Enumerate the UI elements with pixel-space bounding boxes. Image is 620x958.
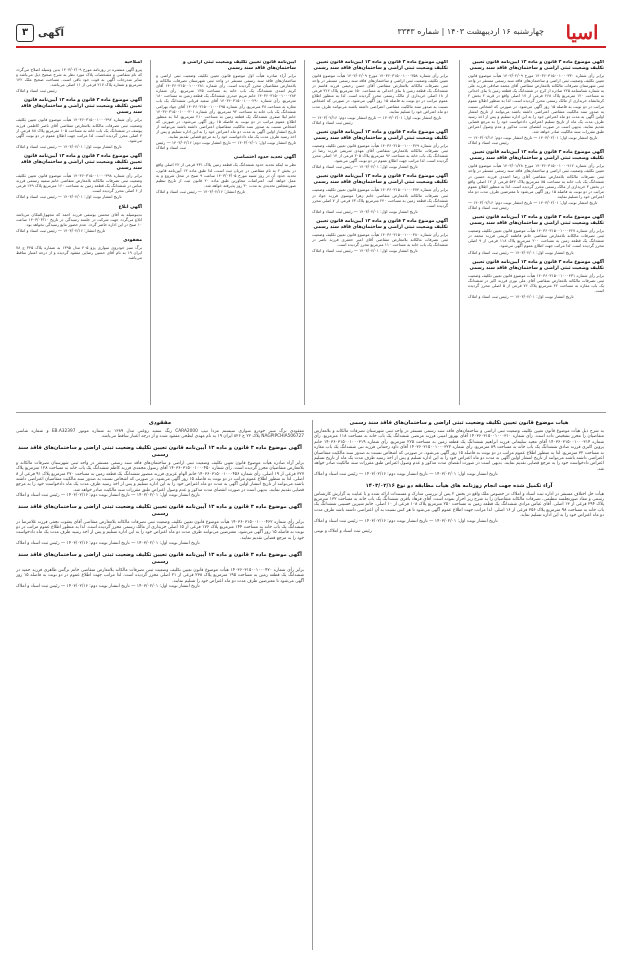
issue-dateline: چهارشنبه ۱۶ اردیبهشت ۱۴۰۳ | شماره ۳۳۴۳ xyxy=(397,27,544,36)
notice-body: برابر رأی شماره ۱۴۰۳۶۰۳۱۵۰۰۱۰۰۰۳۶۹ هیأت موضوع قانون تعیین تکلیف وضعیت ثبتی تصرفات مالکانه بلامعارض متقاضی آقای مهدی شریفی فرزند رضا در ششدانگ یک باب خانه به مساحت ۹۶ مترمربع پلاک ۲۰۵ فرعی از ۱۴ اصلی محرز گردیده است. لذا مراتب جهت اطلاع عموم در دو نوبت آگهی می‌شود. xyxy=(312,142,448,164)
notice-body: برابر رأی شماره ۱۴۰۳۶۰۳۱۵۰۰۱۰۰۰۳۳۰ مورخ ۱۴۰۳/۰۲/۰۹ هیأت موضوع قانون تعیین تکلیف وضعیت ثبتی اراضی و ساختمان‌های فاقد سند رسمی مستقر در واحد ثبتی شهرستان تصرفات مالکانه بلامعارض متقاضی آقای محمد صادقی فرزند علی به شماره شناسنامه ۲۲۵ صادره از کرج در ششدانگ یک قطعه زمین با بنای احداثی به مساحت ۱۲۰ مترمربع پلاک ۲۶۸ فرعی از ۱۷ اصلی واقع در قریه ۲ بخش ۲ کرمانشاه خریداری از مالک رسمی محرز گردیده است. لذا به منظور اطلاع عموم مراتب در دو نوبت به فاصله ۱۵ روز آگهی می‌شود. در صورتی که اشخاص نسبت به صدور سند مالکیت متقاضی اعتراضی داشته باشند می‌توانند از تاریخ انتشار اولین آگهی به مدت دو ماه اعتراض خود را به این اداره تسلیم و پس از اخذ رسید ظرف مدت یک ماه از تاریخ تسلیم اعتراض، دادخواست خود را به مرجع قضایی تقدیم نمایند. بدیهی است در صورت انقضای مدت مذکور و عدم وصول اعتراض طبق مقررات سند مالکیت صادر خواهد شد. xyxy=(468,73,604,135)
notice-signature: تاریخ انتشار نوبت اول: ۱۴۰۳/۰۲/۰۱ — تاریخ انتشار نوبت دوم: ۱۴۰۳/۰۲/۱۶ — رئیس ثبت اسناد و املاک xyxy=(156,140,296,151)
notice-title: آگهی موضوع ماده ۳ قانون و ماده ۱۳ آیین‌نامه قانون تعیین تکلیف وضعیت ثبتی اراضی و ساختمان‌های فاقد سند رسمی xyxy=(313,218,448,230)
notice-title: آگهی موضوع ماده ۳ قانون و ماده ۱۳ آیین‌نامه قانون تعیین تکلیف وضعیت ثبتی اراضی و ساختمان‌های فاقد سند رسمی xyxy=(313,60,448,71)
notice-column-3 xyxy=(156,60,296,405)
notice-title: آگهی موضوع ماده ۳ قانون و ماده ۱۳ آیین‌نامه قانون تعیین تکلیف وضعیت ثبتی اراضی و ساختمان‌های فاقد سند رسمی xyxy=(313,129,448,141)
notice-title: آگهی موضوع ماده ۳ قانون و ماده ۱۳ آیین‌نامه قانون تعیین تکلیف وضعیت ثبتی اراضی و ساختمان‌های فاقد سند رسمی xyxy=(20,98,142,116)
notice-body: نظر به اینکه تحدید حدود ششدانگ یک قطعه زمین پلاک ۴۳۱ فرعی از ۲۲ اصلی واقع در بخش ۲ به نام متقاضی در جریان ثبت است، لذا طبق ماده ۱۳ آیین‌نامه قانون، تحدید حدود آن در روز شنبه مورخ ۱۴۰۳/۰۳/۰۵ ساعت ۹ صبح در محل شروع و به عمل خواهد آمد. اعتراضات مجاورین طبق ماده ۲۰ قانون ثبت از تاریخ تنظیم صورتمجلس تحدیدی به مدت ۳۰ روز پذیرفته خواهد شد. xyxy=(156,162,296,188)
notice-title: آگهی ابلاغ xyxy=(118,204,142,210)
notice-block xyxy=(16,60,142,93)
notice-block xyxy=(468,150,604,210)
notice-body: برابر رأی شماره ۱۴۰۳۶۰۳۱۵۰۰۱۰۰۰۴۲۷ هیأت موضوع قانون تعیین تکلیف وضعیت ثبتی تصرفات مالکانه بلامعارض متقاضی خانم فاطمه کریمی فرزند محمد در ششدانگ یک قطعه زمین به مساحت ۲۰۰ مترمربع پلاک ۱۱۸ فرعی از ۹ اصلی محرز گردیده است. لذا مراتب جهت اطلاع عموم آگهی می‌شود. xyxy=(468,228,604,249)
notice-column-2 xyxy=(312,60,448,405)
notice-title: آگهی موضوع ماده ۳ قانون و ماده ۱۳ آیین‌نامه قانون تعیین تکلیف وضعیت ثبتی اراضی و ساختمان‌های فاقد سند رسمی xyxy=(469,259,604,271)
notice-column-1 xyxy=(468,60,604,405)
notice-signature: تاریخ انتشار نوبت اول: ۱۴۰۳/۰۲/۰۱ — رئیس ثبت اسناد و املاک xyxy=(468,249,574,255)
notice-title: اصلاحیه xyxy=(124,60,142,65)
notice-block xyxy=(314,483,604,524)
section-label: آگهی xyxy=(38,27,64,39)
notice-title: آگهی موضوع ماده ۳ قانون و ماده ۱۳ آیین‌نامه قانون تعیین تکلیف وضعیت ثبتی اراضی و ساختمان‌های فاقد سند رسمی xyxy=(469,215,604,227)
notice-block xyxy=(16,98,142,149)
lost-notice xyxy=(16,420,304,440)
notice-signature: تاریخ انتشار نوبت اول: ۱۴۰۳/۰۲/۰۱ — رئیس ثبت اسناد و املاک xyxy=(312,248,418,254)
wide-notice-right xyxy=(314,420,604,950)
notice-block xyxy=(312,130,448,169)
notice-title: آگهی موضوع ماده ۳ قانون و ماده ۱۳ آیین‌نامه قانون تعیین تکلیف وضعیت ثبتی اراضی و ساختمان‌های فاقد سند رسمی xyxy=(18,551,302,565)
notice-body: برگ سبز خودروی سواری پژو ۴۰۵ مدل ۱۳۹۵ به شماره پلاک ۳۴۵ ج ۷۸ ایران ۱۹ به نام آقای حسین رضایی مفقود گردیده و از درجه اعتبار ساقط می‌باشد. xyxy=(16,244,142,261)
notice-title: آگهی موضوع ماده ۳ قانون و ماده ۱۳ آیین‌نامه قانون تعیین تکلیف وضعیت ثبتی اراضی و ساختمان‌های فاقد سند رسمی xyxy=(20,154,142,172)
notice-block xyxy=(468,215,604,254)
notice-block xyxy=(312,174,448,213)
wide-notice-left xyxy=(16,420,304,950)
notice-signature: تاریخ انتشار نوبت اول: ۱۴۰۳/۰۲/۰۱ — تاریخ انتشار نوبت دوم: ۱۴۰۳/۰۲/۱۶ — رئیس ثبت اسناد و املاک xyxy=(16,583,200,589)
notice-body: برابر رأی شماره ۱۴۰۳۶۰۳۱۵۰۰۱۰۰۰۳۹۸ هیأت موضوع قانون تعیین تکلیف وضعیت ثبتی تصرفات مالکانه بلامعارض متقاضی خانم سمیه رستمی فرزند عباس در ششدانگ یک قطعه زمین به مساحت ۱۶۰ مترمربع پلاک ۱۴۹ فرعی از ۶ اصلی محرز گردیده است. xyxy=(16,173,142,194)
notice-block xyxy=(16,445,304,499)
notice-signature: تاریخ انتشار نوبت اول: ۱۴۰۳/۰۲/۰۱ — رئیس ثبت اسناد و املاک xyxy=(468,294,574,299)
column-divider xyxy=(312,420,313,950)
notice-body: بدینوسیله به آقای محسن یوسفی فرزند احمد که مجهول‌المکان می‌باشد ابلاغ می‌گردد جهت شرکت در جلسه رسیدگی در تاریخ ۱۴۰۳/۰۳/۱۰ ساعت ۱۰ صبح در این اداره حاضر گردد. عدم حضور مانع رسیدگی نخواهد بود. xyxy=(16,211,142,227)
notice-body: برابر رأی شماره ۱۴۰۳۶۰۳۱۵۰۰۱۰۰۰۳۷۴ هیأت موضوع قانون تعیین تکلیف وضعیت ثبتی تصرفات مالکانه بلامعارض متقاضی خانم زهرا موسوی فرزند جواد در ششدانگ یک قطعه زمین به مساحت ۲۴۰ مترمربع پلاک ۶۳ فرعی از ۷ اصلی محرز گردیده است. xyxy=(312,187,448,208)
notice-signature: تاریخ انتشار نوبت اول: ۱۴۰۳/۰۲/۰۱ — تاریخ انتشار نوبت دوم: ۱۴۰۳/۰۲/۱۶ — رئیس ثبت اسناد و املاک xyxy=(16,493,200,499)
notice-block xyxy=(314,420,604,478)
column-divider xyxy=(150,60,151,405)
notice-body: برابر رأی شماره ۱۴۰۳۶۰۳۱۵۰۰۱۰۰۰۳۸۰ هیأت موضوع قانون تعیین تکلیف وضعیت ثبتی تصرفات مالکانه بلامعارض متقاضی آقای امیر جعفری فرزند ناصر در ششدانگ یک باب خانه به مساحت ۱۱۰ مترمربع محرز گردیده است. xyxy=(312,231,448,248)
notice-title: آگهی موضوع ماده ۳ قانون و ماده ۱۳ آیین‌نامه قانون تعیین تکلیف وضعیت ثبتی اراضی و ساختمان‌های فاقد سند رسمی xyxy=(18,444,302,458)
notice-block xyxy=(16,154,142,199)
notice-signature: تاریخ انتشار: ۱۴۰۳/۰۲/۱۶ — رئیس ثبت اسناد و املاک xyxy=(16,227,105,233)
notice-title: هیات موضوع قانون تعیین تکلیف وضعیت ثبتی اراضی و ساختمان‌های فاقد سند رسمی xyxy=(349,420,569,426)
notice-body: هیأت حل اختلاف مستقر در اداره ثبت اسناد و املاک در خصوص ملک واقع در بخش ۲ پس از بررسی مدارک و مستندات ارائه شده و با عنایت به گزارش کارشناس رسمی و مفاد صورتجلسه تنظیمی، تصرفات مالکانه متقاضیان را به شرح زیر احراز نموده است. آقای فرهاد باقری ششدانگ یک باب خانه به مساحت ۱۳۲ مترمربع پلاک ۲۹۴ فرعی از ۱۳ اصلی. آقای عباس مرادی ششدانگ یک قطعه زمین به مساحت ۲۵۰ مترمربع پلاک ۱۰۸ فرعی از ۱۰ اصلی. خانم شیرین حسینی ششدانگ یک باب خانه به مساحت ۹۸ مترمربع پلاک ۳۵۶ فرعی از ۱۶ اصلی. لذا مراتب جهت اطلاع عموم آگهی می‌شود تا هر کس نسبت به آن اعتراضی داشته باشد ظرف مدت دو ماه اعتراض خود را به این اداره تسلیم نماید. xyxy=(314,491,604,519)
notice-body: برابر رأی شماره ۱۴۰۳۶۰۳۱۵۰۰۱۰۰۰۴۱۲ مورخ ۱۴۰۳/۰۱/۲۸ هیأت موضوع قانون تعیین تکلیف وضعیت ثبتی اراضی و ساختمان‌های فاقد سند رسمی مستقر در واحد ثبتی تصرفات مالکانه بلامعارض متقاضی آقای رضا احمدی فرزند حسین در ششدانگ یک باب خانه به مساحت ۸۵ مترمربع پلاک ۵۴۲ فرعی از ۱۲ اصلی واقع در بخش ۳ خریداری از مالک رسمی محرز گردیده است. لذا به منظور اطلاع عموم مراتب در دو نوبت به فاصله ۱۵ روز آگهی می‌شود تا معترضین ظرف مدت دو ماه اعتراض خود را تسلیم نمایند. xyxy=(468,163,604,199)
notice-title: آراء تکمیل شده جهت انجام روزنامه های هیأت مطابقه دو نوع ۱۴۰۳/۰۲/۱۶ xyxy=(365,482,553,489)
notice-column-4 xyxy=(16,60,142,405)
notice-signature: تاریخ انتشار نوبت اول: ۱۴۰۳/۰۲/۰۱ — رئیس ثبت اسناد و املاک xyxy=(16,194,122,200)
notice-block xyxy=(16,238,142,260)
notice-body: پیرو آگهی منتشره در روزنامه مورخ ۱۴۰۳/۰۲/۰۹ بدین وسیله اصلاح می‌گردد که نام متقاضی و مشخصات پلاک مورد نظر به شرح صحیح ذیل می‌باشد و سایر مندرجات آگهی به قوت خود باقی است. مساحت صحیح ملک ۱۴۲ مترمربع و شماره پلاک ۲۱۷ فرعی از ۱۱ اصلی می‌باشد. xyxy=(16,67,142,88)
notice-block xyxy=(468,60,604,145)
notice-signature: تاریخ انتشار: ۱۴۰۳/۰۲/۱۶ — رئیس ثبت اسناد و املاک xyxy=(156,188,245,194)
page-number: ۳ xyxy=(16,24,34,42)
notice-signature: تاریخ انتشار نوبت اول: ۱۴۰۳/۰۲/۰۱ — رئیس ثبت اسناد و املاک xyxy=(312,208,418,214)
notice-signature: تاریخ انتشار نوبت اول: ۱۴۰۳/۰۲/۰۱ — تاریخ انتشار نوبت دوم: ۱۴۰۳/۰۲/۱۶ — رئیس ثبت اسناد و املاک xyxy=(468,135,598,146)
masthead xyxy=(16,22,606,48)
notice-body: برابر رأی شماره ۱۴۰۳۶۰۳۱۵۰۰۱۰۰۰۳۹۲ هیأت موضوع قانون تعیین تکلیف وضعیت ثبتی تصرفات مالکانه بلامعارض متقاضی آقای ناصر کاظمی فرزند یوسف در ششدانگ یک باب خانه به مساحت ۱۰۵ مترمربع پلاک ۸۸ فرعی از ۴ اصلی محرز گردیده است. لذا مراتب جهت اطلاع عموم در دو نوبت آگهی می‌شود. xyxy=(16,117,142,143)
notice-block xyxy=(16,205,142,233)
lost-notice-body: مفقودی برگ سبز خودرو سواری سیستم مزدا تیپ CARA2000 رنگ سفید روغنی مدل ۱۳۸۹ به شماره موتور EB.A32397 و شماره شاسی NAGPIPCHIA506727 پلاک ۲۲ ج ۸۲۶ ایران ۱۹ به نام مهدی ابطحی مفقود شده و از درجه اعتبار ساقط می‌باشد. xyxy=(16,429,304,440)
column-divider xyxy=(459,60,460,405)
notice-signature: رئیس ثبت اسناد و املاک xyxy=(16,88,57,94)
notice-body: برابر رأی شماره ۱۴۰۳۶۰۳۱۵۰۰۱۰۰۰۳۵۸ مورخ ۱۴۰۳/۰۲/۰۹ هیأت موضوع قانون تعیین تکلیف وضعیت ثبتی اراضی و ساختمان‌های فاقد سند رسمی مستقر در واحد ثبتی تصرفات مالکانه بلامعارض متقاضی آقای حسن رحیمی فرزند قاسم در ششدانگ یک قطعه زمین با بنای احداثی به مساحت ۱۵۰ مترمربع پلاک ۳۱۲ فرعی از ۱۸ اصلی خریداری از مالک رسمی محرز گردیده است. لذا به منظور اطلاع عموم مراتب در دو نوبت به فاصله ۱۵ روز آگهی می‌شود. در صورتی که اشخاص نسبت به صدور سند مالکیت متقاضی اعتراضی داشته باشند می‌توانند ظرف مدت دو ماه اعتراض خود را تسلیم نمایند. xyxy=(312,73,448,114)
notice-title: آگهی موضوع ماده ۳ قانون و ماده ۱۳ آیین‌نامه قانون تعیین تکلیف وضعیت ثبتی اراضی و ساختمان‌های فاقد سند رسمی xyxy=(469,60,604,71)
notice-title: آگهی موضوع ماده ۳ قانون و ماده ۱۳ آیین‌نامه قانون تعیین تکلیف وضعیت ثبتی اراضی و ساختمان‌های فاقد سند رسمی xyxy=(18,503,302,517)
notice-body: به شرح ذیل هیأت موضوع قانون تعیین تکلیف وضعیت ثبتی اراضی و ساختمان‌های فاقد سند رسمی مستقر در واحد ثبتی شهرستان تصرفات مالکانه و بلامعارض متقاضیان را محرز تشخیص داده است. رأی شماره ۱۴۰۳۶۰۳۱۵۰۰۱۰۰۰۳۱۰ آقای بهروز امینی فرزند مرتضی ششدانگ یک باب خانه به مساحت ۱۱۸ مترمربع. رأی شماره ۱۴۰۳۶۰۳۱۵۰۰۱۰۰۰۳۱۴ آقای مجید سلیمانی فرزند ابراهیم ششدانگ یک قطعه زمین به مساحت ۲۲۵ مترمربع. رأی شماره ۱۴۰۳۶۰۳۱۵۰۰۱۰۰۰۳۱۹ خانم پروین اکبری فرزند صادق ششدانگ یک باب خانه به مساحت ۸۹ مترمربع. رأی شماره ۱۴۰۳۶۰۳۱۵۰۰۱۰۰۰۳۲۲ آقای داود رحمانی فرزند نبی ششدانگ یک باب مغازه به مساحت ۳۲ مترمربع. لذا به منظور اطلاع عموم مراتب در دو نوبت به فاصله ۱۵ روز آگهی می‌شود. در صورتی که اشخاص نسبت به صدور سند مالکیت متقاضیان اعتراضی داشته باشند می‌توانند از تاریخ انتشار اولین آگهی به مدت دو ماه اعتراض خود را به این اداره تسلیم و پس از اخذ رسید ظرف مدت یک ماه از تاریخ تسلیم اعتراض دادخواست خود را به مرجع قضایی تقدیم نمایند. بدیهی است در صورت انقضای مدت مذکور و عدم وصول اعتراض طبق مقررات سند مالکیت صادر خواهد شد. xyxy=(314,429,604,472)
notice-block xyxy=(156,155,296,194)
notice-signature: تاریخ انتشار نوبت اول: ۱۴۰۳/۰۲/۰۱ — تاریخ انتشار نوبت دوم: ۱۴۰۳/۰۲/۱۶ — رئیس ثبت اسناد و املاک xyxy=(16,541,200,547)
notice-block xyxy=(312,60,448,125)
notice-signature: تاریخ انتشار نوبت اول: ۱۴۰۳/۰۲/۰۱ — رئیس ثبت اسناد و املاک xyxy=(312,164,418,170)
notice-body: برابر آراء صادره هیأت موضوع قانون تعیین تکلیف وضعیت ثبتی اراضی و ساختمان‌های فاقد سند رسمی مستقر در واحد ثبتی شهرستان تصرفات مالکانه و بلامعارض متقاضیان محرز گردیده است. رأی شماره ۱۴۰۳۶۰۳۱۵۰۰۱۰۰۰۴۵۰ آقای رسول محمدی فرزند کاظم ششدانگ یک باب خانه به مساحت ۱۲۸ مترمربع پلاک ۳۲۷ فرعی از ۱۹ اصلی. رأی شماره ۱۴۰۳۶۰۳۱۵۰۰۱۰۰۰۴۵۶ خانم الهام عزیزی فرزند منصور ششدانگ یک قطعه زمین به مساحت ۲۷۰ مترمربع پلاک ۹۱ فرعی از ۸ اصلی. لذا به منظور اطلاع عموم مراتب در دو نوبت به فاصله ۱۵ روز آگهی می‌شود. در صورتی که اشخاص نسبت به صدور سند مالکیت متقاضیان اعتراضی داشته باشند می‌توانند از تاریخ انتشار اولین آگهی به مدت دو ماه اعتراض خود را به این اداره تسلیم و پس از اخذ رسید ظرف مدت یک ماه دادخواست خود را به مرجع قضایی تقدیم نمایند. بدیهی است در صورت انقضای مدت مذکور و عدم وصول اعتراض طبق مقررات سند مالکیت صادر خواهد شد. xyxy=(16,460,304,493)
notice-signature: تاریخ انتشار نوبت اول: ۱۴۰۳/۰۲/۰۱ — تاریخ انتشار نوبت دوم: ۱۴۰۳/۰۲/۱۶ — رئیس ثبت اسناد و املاک xyxy=(314,472,498,478)
notice-title: آیین‌نامه قانون تعیین تکلیف وضعیت ثبتی اراضی و ساختمان‌های فاقد سند رسمی xyxy=(182,60,296,71)
notice-title: آگهی موضوع ماده ۳ قانون و ماده ۱۳ آیین‌نامه قانون تعیین تکلیف وضعیت ثبتی اراضی و ساختمان‌های فاقد سند رسمی xyxy=(469,150,604,162)
notice-block xyxy=(468,260,604,299)
notice-signature: تاریخ انتشار نوبت اول: ۱۴۰۳/۰۲/۰۱ — تاریخ انتشار نوبت دوم: ۱۴۰۳/۰۲/۱۶ — رئیس ثبت اسناد و املاک xyxy=(468,199,598,211)
notice-body: برابر رأی شماره ۱۴۰۳۶۰۳۱۵۰۰۱۰۰۰۴۳۱ هیأت موضوع قانون تعیین تکلیف وضعیت ثبتی تصرفات مالکانه بلامعارض متقاضی آقای علی نوری فرزند اکبر در ششدانگ یک باب مغازه به مساحت ۴۲ مترمربع پلاک ۷۶ فرعی از ۵ اصلی محرز گردیده است. xyxy=(468,272,604,293)
notice-signature: تاریخ انتشار نوبت اول: ۱۴۰۳/۰۲/۰۱ — رئیس ثبت اسناد و املاک xyxy=(16,143,122,149)
notice-block xyxy=(16,552,304,590)
notice-body: برابر آراء صادره هیأت اول موضوع قانون تعیین تکلیف وضعیت ثبتی اراضی و ساختمان‌های فاقد سند رسمی مستقر در واحد ثبتی شهرستان تصرفات مالکانه و بلامعارض متقاضیان محرز گردیده است. رأی شماره ۱۴۰۳۶۰۳۱۵۰۰۱۰۰۰۲۸۱ آقای کریم اسدی ششدانگ یک باب خانه به مساحت ۱۳۵ مترمربع. رأی شماره ۱۴۰۳۶۰۳۱۵۰۰۱۰۰۰۲۸۴ خانم مریم حیدری ششدانگ یک قطعه زمین به مساحت ۱۸۰ مترمربع. رأی شماره ۱۴۰۳۶۰۳۱۵۰۰۱۰۰۰۲۹۰ آقای سعید قربانی ششدانگ یک باب مغازه به مساحت ۳۸ مترمربع. رأی شماره ۱۴۰۳۶۰۳۱۵۰۰۱۰۰۰۲۹۵ آقای جواد بهرامی ششدانگ یک باب خانه به مساحت ۹۲ مترمربع. رأی شماره ۱۴۰۳۶۰۳۱۵۰۰۱۰۰۰۳۰۱ خانم لیلا صفری ششدانگ یک قطعه زمین به مساحت ۲۱۰ مترمربع. لذا به منظور اطلاع عموم مراتب در دو نوبت به فاصله ۱۵ روز آگهی می‌شود. در صورتی که اشخاص نسبت به صدور سند مالکیت متقاضیان اعتراضی داشته باشند می‌توانند از تاریخ انتشار اولین آگهی به مدت دو ماه اعتراض خود را به این اداره تسلیم و پس از اخذ رسید ظرف مدت یک ماه دادخواست خود را به مرجع قضایی تقدیم نمایند. xyxy=(156,73,296,140)
notice-body: برابر رأی شماره ۱۴۰۳۶۰۳۱۵۰۰۱۰۰۰۴۶۲ هیأت موضوع قانون تعیین تکلیف وضعیت ثبتی تصرفات مالکانه بلامعارض متقاضی آقای یعقوب نجفی فرزند غلامرضا در ششدانگ یک باب خانه به مساحت ۱۴۴ مترمربع پلاک ۱۷۶ فرعی از ۱۵ اصلی خریداری از مالک رسمی محرز گردیده است. لذا به منظور اطلاع عموم مراتب در دو نوبت به فاصله ۱۵ روز آگهی می‌شود. معترضین می‌توانند ظرف مدت دو ماه اعتراض خود را به این اداره تسلیم و پس از اخذ رسید ظرف مدت یک ماه دادخواست خود را به مرجع قضایی تقدیم نمایند. xyxy=(16,519,304,541)
notice-signature: تاریخ انتشار نوبت اول: ۱۴۰۳/۰۲/۰۱ — تاریخ انتشار نوبت دوم: ۱۴۰۳/۰۲/۱۶ — رئیس ثبت اسناد و املاک xyxy=(312,114,442,125)
column-divider xyxy=(304,60,305,405)
notice-body: برابر رأی شماره ۱۴۰۳۶۰۳۱۵۰۰۱۰۰۰۴۷۰ هیأت موضوع قانون تعیین تکلیف وضعیت ثبتی تصرفات مالکانه بلامعارض متقاضی خانم نرگس طاهری فرزند حمید در ششدانگ یک قطعه زمین به مساحت ۱۹۵ مترمربع پلاک ۲۳۸ فرعی از ۲۱ اصلی محرز گردیده است. لذا مراتب جهت اطلاع عموم در دو نوبت به فاصله ۱۵ روز آگهی می‌شود تا معترضین ظرف مدت دو ماه اعتراض خود را تسلیم نمایند. xyxy=(16,567,304,584)
notice-title: آگهی موضوع ماده ۳ قانون و ماده ۱۳ آیین‌نامه قانون تعیین تکلیف وضعیت ثبتی اراضی و ساختمان‌های فاقد سند رسمی xyxy=(313,174,448,186)
newspaper-logo[interactable]: اسیا xyxy=(565,22,599,44)
notice-block xyxy=(156,60,296,150)
notice-signature: تاریخ انتشار نوبت اول: ۱۴۰۳/۰۲/۰۱ — تاریخ انتشار نوبت دوم: ۱۴۰۳/۰۲/۱۶ — رئیس ثبت اسناد و املاک xyxy=(314,518,498,524)
notice-block xyxy=(312,219,448,253)
notice-block xyxy=(16,504,304,547)
footer-signature: رئیس ثبت اسناد و املاک و نوبتی xyxy=(314,529,372,535)
page-indicator xyxy=(16,24,64,42)
lost-notice-title: مفقودی xyxy=(148,420,172,426)
section-divider xyxy=(16,412,606,413)
notice-title: آگهی تحدید حدود اختصاصی xyxy=(233,155,296,161)
notice-title: مفقودی xyxy=(123,237,142,243)
